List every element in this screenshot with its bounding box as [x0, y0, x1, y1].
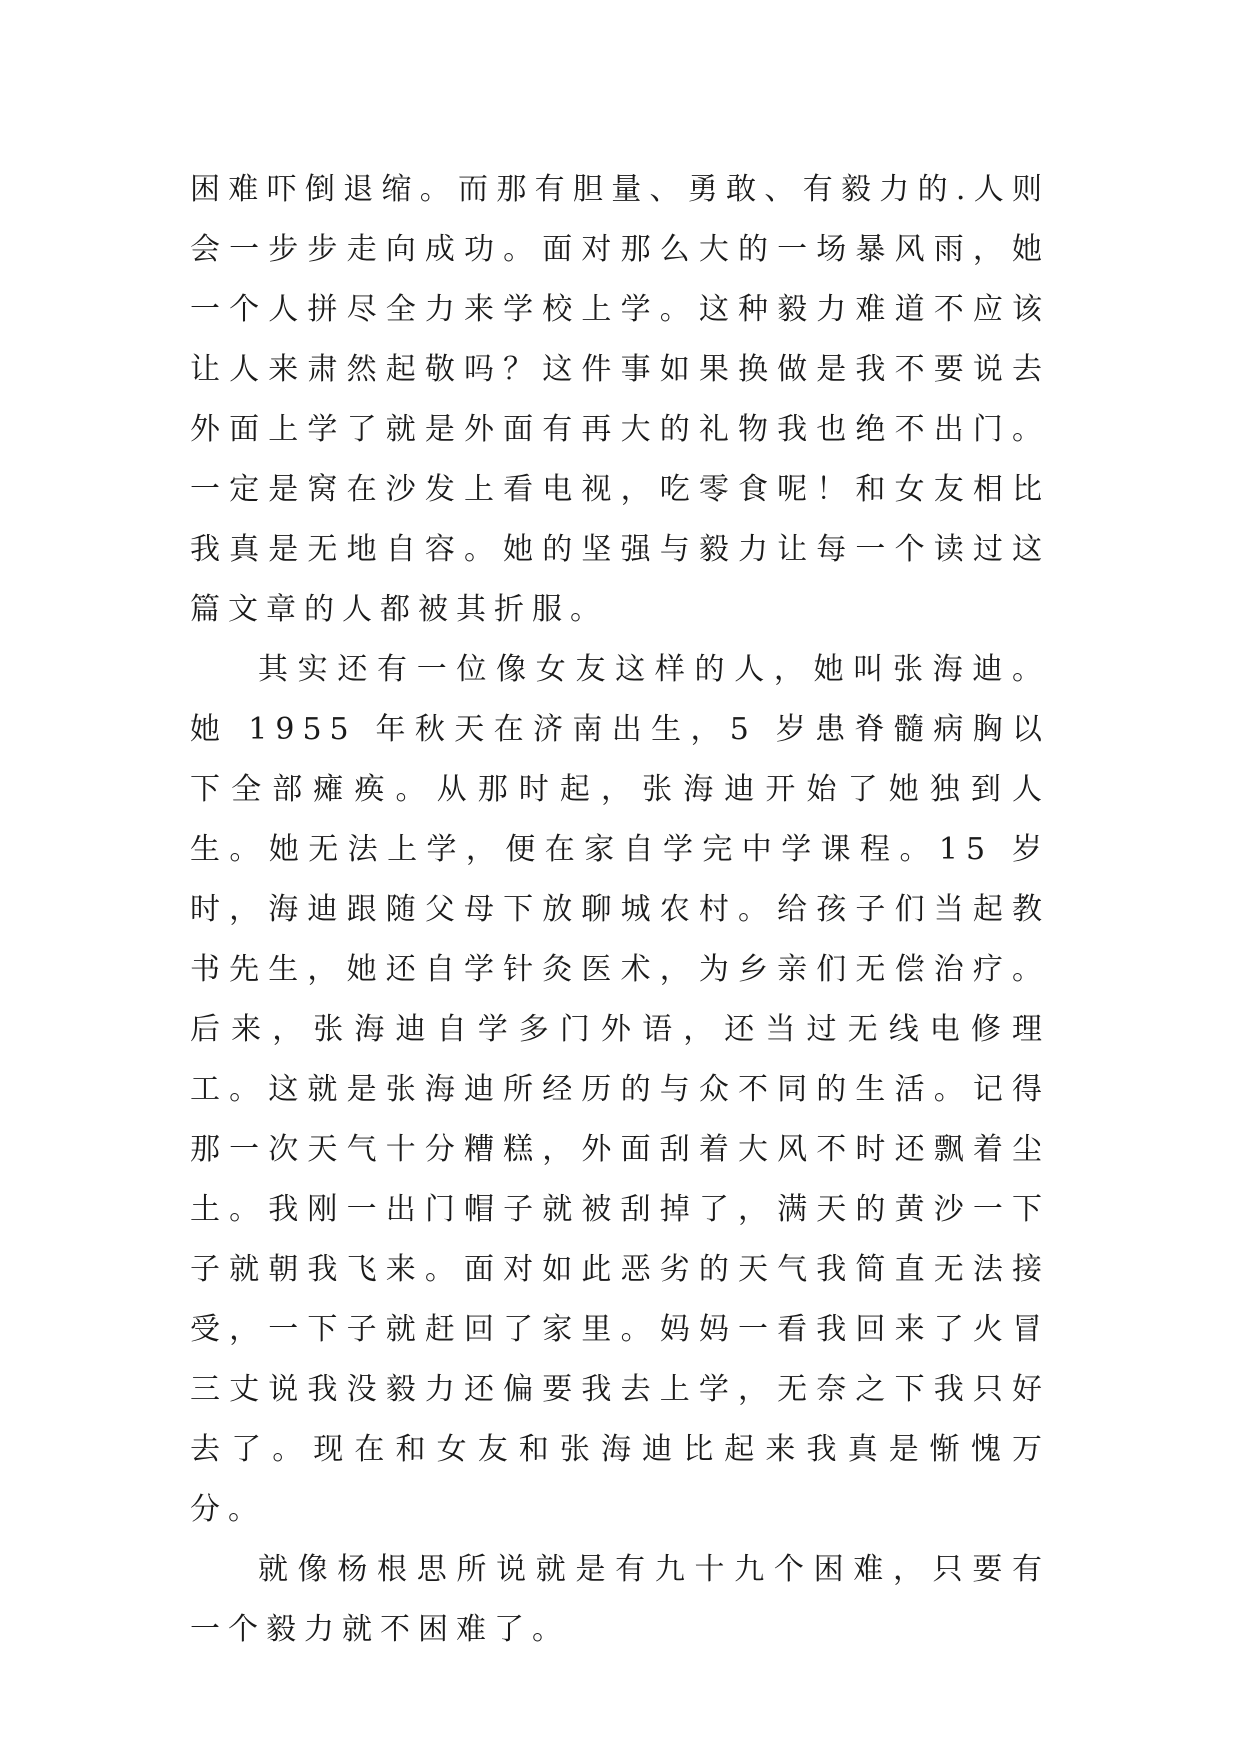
document-body: [190, 160, 1050, 1660]
paragraph-conclusion: 就像杨根思所说就是有九十九个困难，只要有一个毅力就不困难了。: [190, 1552, 1050, 1647]
paragraph-zhang-haidi: 其实还有一位像女友这样的人，她叫张海迪。她 1955 年秋天在济南出生，5 岁患脊髓病胸以下全部瘫痪。从那时起，张海迪开始了她独到人生。她无法上学，便在家自学完中学课程。15 岁时，海迪跟随父母下放聊城农村。给孩子们当起教书先生，她还自学针灸医术，为乡亲们无偿治疗。后来，张海迪自学多门外语，还当过无线电修理工。这就是张海迪所经历的与众不同的生活。记得那一次天气十分糟糕，外面刮着大风不时还飘着尘土。我刚一出门帽子就被刮掉了，满天的黄沙一下子就朝我飞来。面对如此恶劣的天气我简直无法接受，一下子就赶回了家里。妈妈一看我回来了火冒三丈说我没毅力还偏要我去上学，无奈之下我只好去了。现在和女友和张海迪比起来我真是惭愧万分。: [190, 652, 1050, 1527]
paragraph-continuation: 困难吓倒退缩。而那有胆量、勇敢、有毅力的.人则会一步步走向成功。面对那么大的一场暴风雨，她一个人拼尽全力来学校上学。这种毅力难道不应该让人来肃然起敬吗？这件事如果换做是我不要说去外面上学了就是外面有再大的礼物我也绝不出门。一定是窝在沙发上看电视，吃零食呢！和女友相比我真是无地自容。她的坚强与毅力让每一个读过这篇文章的人都被其折服。: [190, 172, 1050, 627]
